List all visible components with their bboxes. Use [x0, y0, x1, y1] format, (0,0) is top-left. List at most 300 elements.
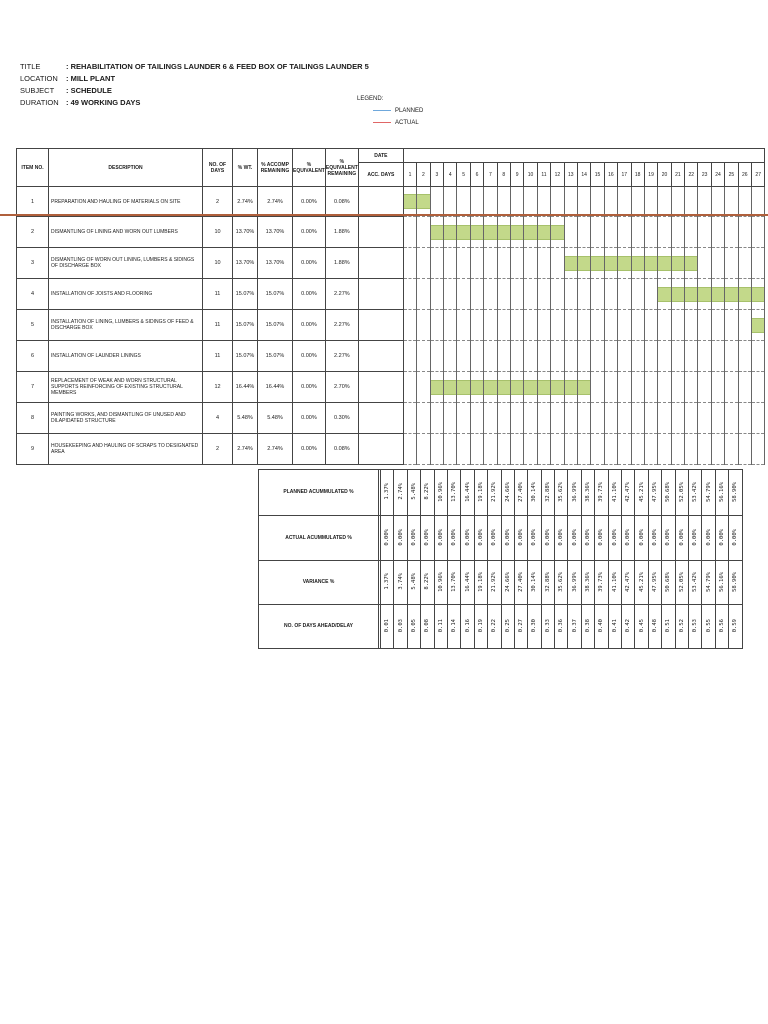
equivalent-remaining-cell: 2.27% — [325, 341, 358, 372]
day-cell — [470, 279, 483, 310]
actual-accumulated-value: 0.00% — [437, 528, 444, 546]
day-cell — [577, 248, 590, 279]
day-cell — [752, 341, 765, 372]
planned-accumulated-value-cell — [675, 470, 688, 516]
actual-accumulated-value-cell — [394, 516, 407, 561]
day-cell — [591, 279, 604, 310]
day-cell — [577, 187, 590, 217]
variance-value-cell — [662, 561, 675, 605]
weight-cell: 2.74% — [233, 187, 258, 217]
planned-bar-segment — [551, 225, 563, 240]
days-ahead-delay-value: 0.40 — [598, 618, 605, 633]
variance-value-cell — [488, 561, 501, 605]
day-cell — [510, 217, 523, 248]
day-cell — [604, 279, 617, 310]
days-ahead-delay-value: 0.27 — [518, 618, 525, 633]
day-cell — [752, 279, 765, 310]
day-cell — [711, 310, 724, 341]
day-cell — [618, 217, 631, 248]
day-cell — [510, 279, 523, 310]
day-cell — [591, 372, 604, 403]
days-ahead-delay-value: 0.56 — [718, 618, 725, 633]
variance-value: 16.44% — [464, 571, 471, 592]
actual-accumulated-value: 0.00% — [504, 528, 511, 546]
acc-days-cell — [358, 372, 403, 403]
planned-accumulated-value: 56.16% — [718, 481, 725, 502]
days-ahead-delay-value-cell — [394, 605, 407, 649]
day-cell — [457, 279, 470, 310]
variance-value: 8.22% — [424, 573, 431, 590]
planned-bar-segment — [591, 256, 603, 271]
day-cell — [484, 372, 497, 403]
days-cell: 11 — [203, 310, 233, 341]
planned-bar-segment — [444, 225, 456, 240]
item-number-cell: 2 — [17, 217, 49, 248]
day-cell — [470, 217, 483, 248]
variance-value: 42.47% — [625, 571, 632, 592]
equivalent-remaining-cell: 0.08% — [325, 434, 358, 465]
day-cell — [658, 187, 671, 217]
day-cell — [524, 187, 537, 217]
variance-value: 52.05% — [678, 571, 685, 592]
day-cell — [591, 434, 604, 465]
planned-accumulated-value: 47.95% — [652, 481, 658, 502]
acc-days-cell — [358, 187, 403, 217]
planned-bar-segment — [484, 380, 496, 395]
variance-value-cell — [381, 561, 394, 605]
day-cell — [698, 372, 711, 403]
day-cell — [631, 187, 644, 217]
planned-accumulated-value-cell — [407, 470, 420, 516]
day-cell — [484, 403, 497, 434]
variance-value-cell — [675, 561, 688, 605]
weight-cell: 16.44% — [233, 372, 258, 403]
day-cell — [618, 341, 631, 372]
day-cell — [577, 434, 590, 465]
equivalent-cell: 0.00% — [293, 403, 326, 434]
day-cell — [631, 434, 644, 465]
day-cell — [658, 434, 671, 465]
actual-accumulated-value-cell — [381, 516, 394, 561]
actual-accumulated-value: 0.00% — [558, 528, 565, 546]
day-cell — [537, 434, 550, 465]
actual-accumulated-value-cell — [474, 516, 487, 561]
variance-value: 53.42% — [692, 571, 699, 592]
days-cell: 12 — [203, 372, 233, 403]
day-cell — [577, 310, 590, 341]
day-cell — [564, 187, 577, 217]
actual-accumulated-value-cell — [648, 516, 661, 561]
day-number-header: 7 — [484, 163, 497, 187]
planned-accumulated-label: PLANNED ACUMMULATED % — [259, 470, 379, 516]
day-cell — [537, 372, 550, 403]
day-cell — [591, 341, 604, 372]
schedule-table — [16, 148, 765, 465]
actual-accumulated-value-cell — [568, 516, 581, 561]
day-cell — [497, 187, 510, 217]
day-number-header: 4 — [444, 163, 457, 187]
actual-accumulated-value-cell — [702, 516, 715, 561]
day-cell — [564, 248, 577, 279]
planned-bar-segment — [672, 256, 684, 271]
actual-accumulated-value: 0.00% — [598, 528, 605, 546]
accomp-remaining-cell: 15.07% — [258, 310, 293, 341]
day-cell — [444, 372, 457, 403]
days-ahead-delay-value: 0.25 — [504, 618, 511, 633]
day-cell — [658, 279, 671, 310]
day-cell — [752, 403, 765, 434]
planned-bar-segment — [457, 225, 469, 240]
day-cell — [577, 372, 590, 403]
day-cell — [430, 403, 443, 434]
equivalent-header: % EQUIVALENT — [293, 149, 326, 187]
actual-accumulated-value: 0.00% — [544, 528, 551, 546]
item-number-cell: 7 — [17, 372, 49, 403]
actual-accumulated-row — [259, 516, 743, 561]
planned-bar-segment — [524, 380, 536, 395]
day-cell — [671, 403, 684, 434]
variance-value-cell — [729, 561, 742, 605]
day-cell — [564, 372, 577, 403]
planned-bar-segment — [658, 256, 670, 271]
equivalent-remaining-cell: 0.08% — [325, 187, 358, 217]
days-cell: 11 — [203, 341, 233, 372]
day-cell — [524, 248, 537, 279]
planned-accumulated-value: 24.66% — [504, 481, 511, 502]
day-number-header: 25 — [725, 163, 738, 187]
planned-bar-segment — [645, 256, 657, 271]
weight-cell: 15.07% — [233, 341, 258, 372]
actual-accumulated-value: 0.00% — [397, 528, 404, 546]
variance-value: 24.66% — [504, 571, 511, 592]
acc-days-cell — [358, 310, 403, 341]
days-ahead-delay-value: 0.52 — [678, 618, 685, 633]
equivalent-remaining-header: % EQUIVALENT REMAINING — [325, 149, 358, 187]
actual-accumulated-value-cell — [488, 516, 501, 561]
actual-accumulated-value: 0.00% — [652, 528, 658, 546]
planned-bar-segment — [431, 380, 443, 395]
day-cell — [658, 341, 671, 372]
days-cell: 10 — [203, 217, 233, 248]
days-header: NO. OF DAYS — [203, 149, 233, 187]
acc-days-cell — [358, 248, 403, 279]
accomp-remaining-cell: 13.70% — [258, 217, 293, 248]
day-cell — [618, 372, 631, 403]
equivalent-remaining-cell: 2.27% — [325, 279, 358, 310]
header-row-top — [17, 149, 765, 163]
planned-bar-segment — [404, 194, 416, 209]
planned-accumulated-value-cell — [514, 470, 527, 516]
planned-bar-segment — [471, 380, 483, 395]
day-cell — [604, 341, 617, 372]
day-cell — [470, 372, 483, 403]
day-number-header: 12 — [551, 163, 564, 187]
day-cell — [698, 403, 711, 434]
day-cell — [430, 248, 443, 279]
variance-value-cell — [581, 561, 594, 605]
day-number-header: 8 — [497, 163, 510, 187]
planned-bar-segment — [538, 380, 550, 395]
day-cell — [444, 217, 457, 248]
days-ahead-delay-value: 0.38 — [585, 618, 592, 633]
day-cell — [444, 279, 457, 310]
day-cell — [685, 187, 698, 217]
day-cell — [711, 248, 724, 279]
date-band — [403, 149, 765, 163]
day-cell — [551, 187, 564, 217]
description-cell: INSTALLATION OF LAUNDER LININGS — [49, 341, 203, 372]
planned-accumulated-value-cell — [541, 470, 554, 516]
planned-bar-segment — [538, 225, 550, 240]
day-cell — [524, 434, 537, 465]
actual-accumulated-value: 0.00% — [692, 528, 699, 546]
planned-accumulated-value-cell — [635, 470, 648, 516]
day-number-header: 10 — [524, 163, 537, 187]
day-cell — [484, 434, 497, 465]
description-cell: REPLACEMENT OF WEAK AND WORN STRUCTURAL SUPPORTS REINFORCING OF EXISTING STRUCTURAL MEMBERS — [49, 372, 203, 403]
day-cell — [644, 403, 657, 434]
day-number-header: 3 — [430, 163, 443, 187]
day-cell — [537, 248, 550, 279]
variance-value-cell — [447, 561, 460, 605]
variance-value: 47.95% — [652, 571, 658, 592]
day-cell — [497, 279, 510, 310]
variance-value-cell — [474, 561, 487, 605]
day-cell — [564, 310, 577, 341]
item-number-cell: 8 — [17, 403, 49, 434]
day-number-header: 6 — [470, 163, 483, 187]
item-number-cell: 9 — [17, 434, 49, 465]
planned-accumulated-value: 8.22% — [424, 483, 431, 500]
days-ahead-delay-value-cell — [581, 605, 594, 649]
planned-accumulated-value-cell — [581, 470, 594, 516]
day-cell — [604, 217, 617, 248]
activity-row — [17, 279, 765, 310]
days-ahead-delay-value-cell — [622, 605, 635, 649]
day-cell — [631, 403, 644, 434]
day-cell — [564, 279, 577, 310]
day-cell — [470, 341, 483, 372]
equivalent-cell: 0.00% — [293, 372, 326, 403]
actual-accumulated-value-cell — [447, 516, 460, 561]
day-cell — [497, 341, 510, 372]
planned-bar-segment — [752, 318, 764, 333]
planned-bar-segment — [498, 225, 510, 240]
day-cell — [698, 187, 711, 217]
day-cell — [470, 248, 483, 279]
equivalent-remaining-cell: 2.27% — [325, 310, 358, 341]
planned-accumulated-value: 19.18% — [477, 481, 484, 502]
planned-accumulated-value: 58.90% — [732, 481, 739, 502]
day-cell — [403, 217, 416, 248]
planned-accumulated-value: 53.42% — [692, 481, 699, 502]
day-cell — [671, 187, 684, 217]
variance-value-cell — [394, 561, 407, 605]
day-cell — [698, 434, 711, 465]
day-cell — [725, 187, 738, 217]
legend-planned — [373, 107, 423, 116]
day-cell — [752, 248, 765, 279]
variance-label: VARIANCE % — [259, 561, 379, 605]
day-cell — [510, 187, 523, 217]
acc-days-cell — [358, 279, 403, 310]
planned-bar-segment — [524, 225, 536, 240]
day-cell — [604, 248, 617, 279]
days-ahead-delay-value: 0.42 — [625, 618, 632, 633]
days-ahead-delay-value: 0.45 — [638, 618, 645, 633]
day-cell — [671, 310, 684, 341]
variance-value: 54.79% — [705, 571, 712, 592]
planned-bar-segment — [457, 380, 469, 395]
variance-value-cell — [622, 561, 635, 605]
day-cell — [444, 403, 457, 434]
variance-value: 21.92% — [491, 571, 498, 592]
days-ahead-delay-value: 0.05 — [410, 618, 417, 633]
day-cell — [671, 434, 684, 465]
day-cell — [403, 310, 416, 341]
variance-value-cell — [635, 561, 648, 605]
day-cell — [551, 248, 564, 279]
variance-value-cell — [434, 561, 447, 605]
variance-value-cell — [541, 561, 554, 605]
weight-header: % WT. — [233, 149, 258, 187]
day-cell — [738, 403, 751, 434]
actual-accumulated-value-cell — [528, 516, 541, 561]
day-cell — [417, 279, 430, 310]
planned-bar-segment — [658, 287, 670, 302]
actual-accumulated-value: 0.00% — [585, 528, 592, 546]
planned-bar-segment — [471, 225, 483, 240]
variance-value: 27.40% — [518, 571, 525, 592]
acc-days-cell — [358, 217, 403, 248]
day-cell — [644, 434, 657, 465]
planned-bar-segment — [672, 287, 684, 302]
item-header: ITEM NO. — [17, 149, 49, 187]
day-cell — [658, 248, 671, 279]
day-cell — [510, 341, 523, 372]
day-cell — [738, 310, 751, 341]
day-cell — [618, 248, 631, 279]
location-label: LOCATION — [20, 74, 58, 83]
actual-accumulated-value-cell — [421, 516, 434, 561]
duration-value: : 49 WORKING DAYS — [66, 98, 141, 107]
planned-accumulated-value-cell — [394, 470, 407, 516]
day-cell — [537, 403, 550, 434]
day-cell — [417, 403, 430, 434]
day-cell — [484, 248, 497, 279]
day-number-header: 21 — [671, 163, 684, 187]
day-cell — [444, 310, 457, 341]
day-number-header: 1 — [403, 163, 416, 187]
day-number-header: 27 — [752, 163, 765, 187]
planned-bar-segment — [725, 287, 737, 302]
day-cell — [738, 279, 751, 310]
planned-bar-segment — [685, 287, 697, 302]
day-number-header: 13 — [564, 163, 577, 187]
day-cell — [671, 279, 684, 310]
day-cell — [591, 217, 604, 248]
day-cell — [644, 279, 657, 310]
planned-bar-segment — [578, 256, 590, 271]
day-cell — [457, 434, 470, 465]
planned-accumulated-value: 21.92% — [491, 481, 498, 502]
variance-value-cell — [702, 561, 715, 605]
day-cell — [685, 341, 698, 372]
day-cell — [752, 372, 765, 403]
planned-accumulated-value: 50.68% — [665, 481, 672, 502]
days-ahead-delay-value-cell — [715, 605, 728, 649]
days-ahead-delay-value: 0.11 — [437, 618, 444, 633]
day-cell — [658, 217, 671, 248]
activity-row — [17, 187, 765, 217]
day-cell — [752, 434, 765, 465]
days-ahead-delay-value: 0.36 — [558, 618, 565, 633]
day-cell — [430, 279, 443, 310]
description-cell: INSTALLATION OF LINING, LUMBERS & SIDINGS OF FEED & DISCHARGE BOX — [49, 310, 203, 341]
days-ahead-delay-value: 0.55 — [705, 618, 712, 633]
day-cell — [564, 403, 577, 434]
days-ahead-delay-value-cell — [595, 605, 608, 649]
variance-value: 32.88% — [544, 571, 551, 592]
day-cell — [510, 310, 523, 341]
day-cell — [484, 310, 497, 341]
days-ahead-delay-value: 0.30 — [531, 618, 538, 633]
planned-bar-segment — [632, 256, 644, 271]
day-cell — [658, 310, 671, 341]
planned-bar-segment — [484, 225, 496, 240]
day-cell — [457, 217, 470, 248]
equivalent-cell: 0.00% — [293, 187, 326, 217]
planned-accumulated-value-cell — [715, 470, 728, 516]
day-cell — [403, 248, 416, 279]
day-cell — [430, 372, 443, 403]
day-cell — [738, 434, 751, 465]
subject-label: SUBJECT — [20, 86, 55, 95]
variance-value-cell — [501, 561, 514, 605]
day-cell — [725, 279, 738, 310]
planned-accumulated-value: 41.10% — [611, 481, 618, 502]
planned-bar-segment — [417, 194, 429, 209]
actual-accumulated-value: 0.00% — [384, 528, 391, 546]
planned-accumulated-value-cell — [648, 470, 661, 516]
days-ahead-delay-value-cell — [528, 605, 541, 649]
day-number-header: 17 — [618, 163, 631, 187]
activity-row — [17, 372, 765, 403]
title-value: : REHABILITATION OF TAILINGS LAUNDER 6 & FEED BOX OF TAILINGS LAUNDER 5 — [66, 62, 369, 71]
variance-value-cell — [595, 561, 608, 605]
subject-value: : SCHEDULE — [66, 86, 112, 95]
accomp-remaining-cell: 2.74% — [258, 434, 293, 465]
day-number-header: 14 — [577, 163, 590, 187]
day-cell — [711, 403, 724, 434]
planned-bar-segment — [511, 225, 523, 240]
day-number-header: 11 — [537, 163, 550, 187]
day-cell — [738, 372, 751, 403]
day-cell — [604, 372, 617, 403]
day-cell — [711, 372, 724, 403]
description-header: DESCRIPTION — [49, 149, 203, 187]
day-number-header: 20 — [658, 163, 671, 187]
day-cell — [725, 341, 738, 372]
planned-bar-segment — [605, 256, 617, 271]
day-cell — [470, 403, 483, 434]
actual-accumulated-value: 0.00% — [531, 528, 538, 546]
day-cell — [537, 217, 550, 248]
actual-accumulated-value: 0.00% — [464, 528, 471, 546]
planned-accumulated-value: 35.62% — [558, 481, 565, 502]
actual-accumulated-value-cell — [501, 516, 514, 561]
day-cell — [631, 372, 644, 403]
